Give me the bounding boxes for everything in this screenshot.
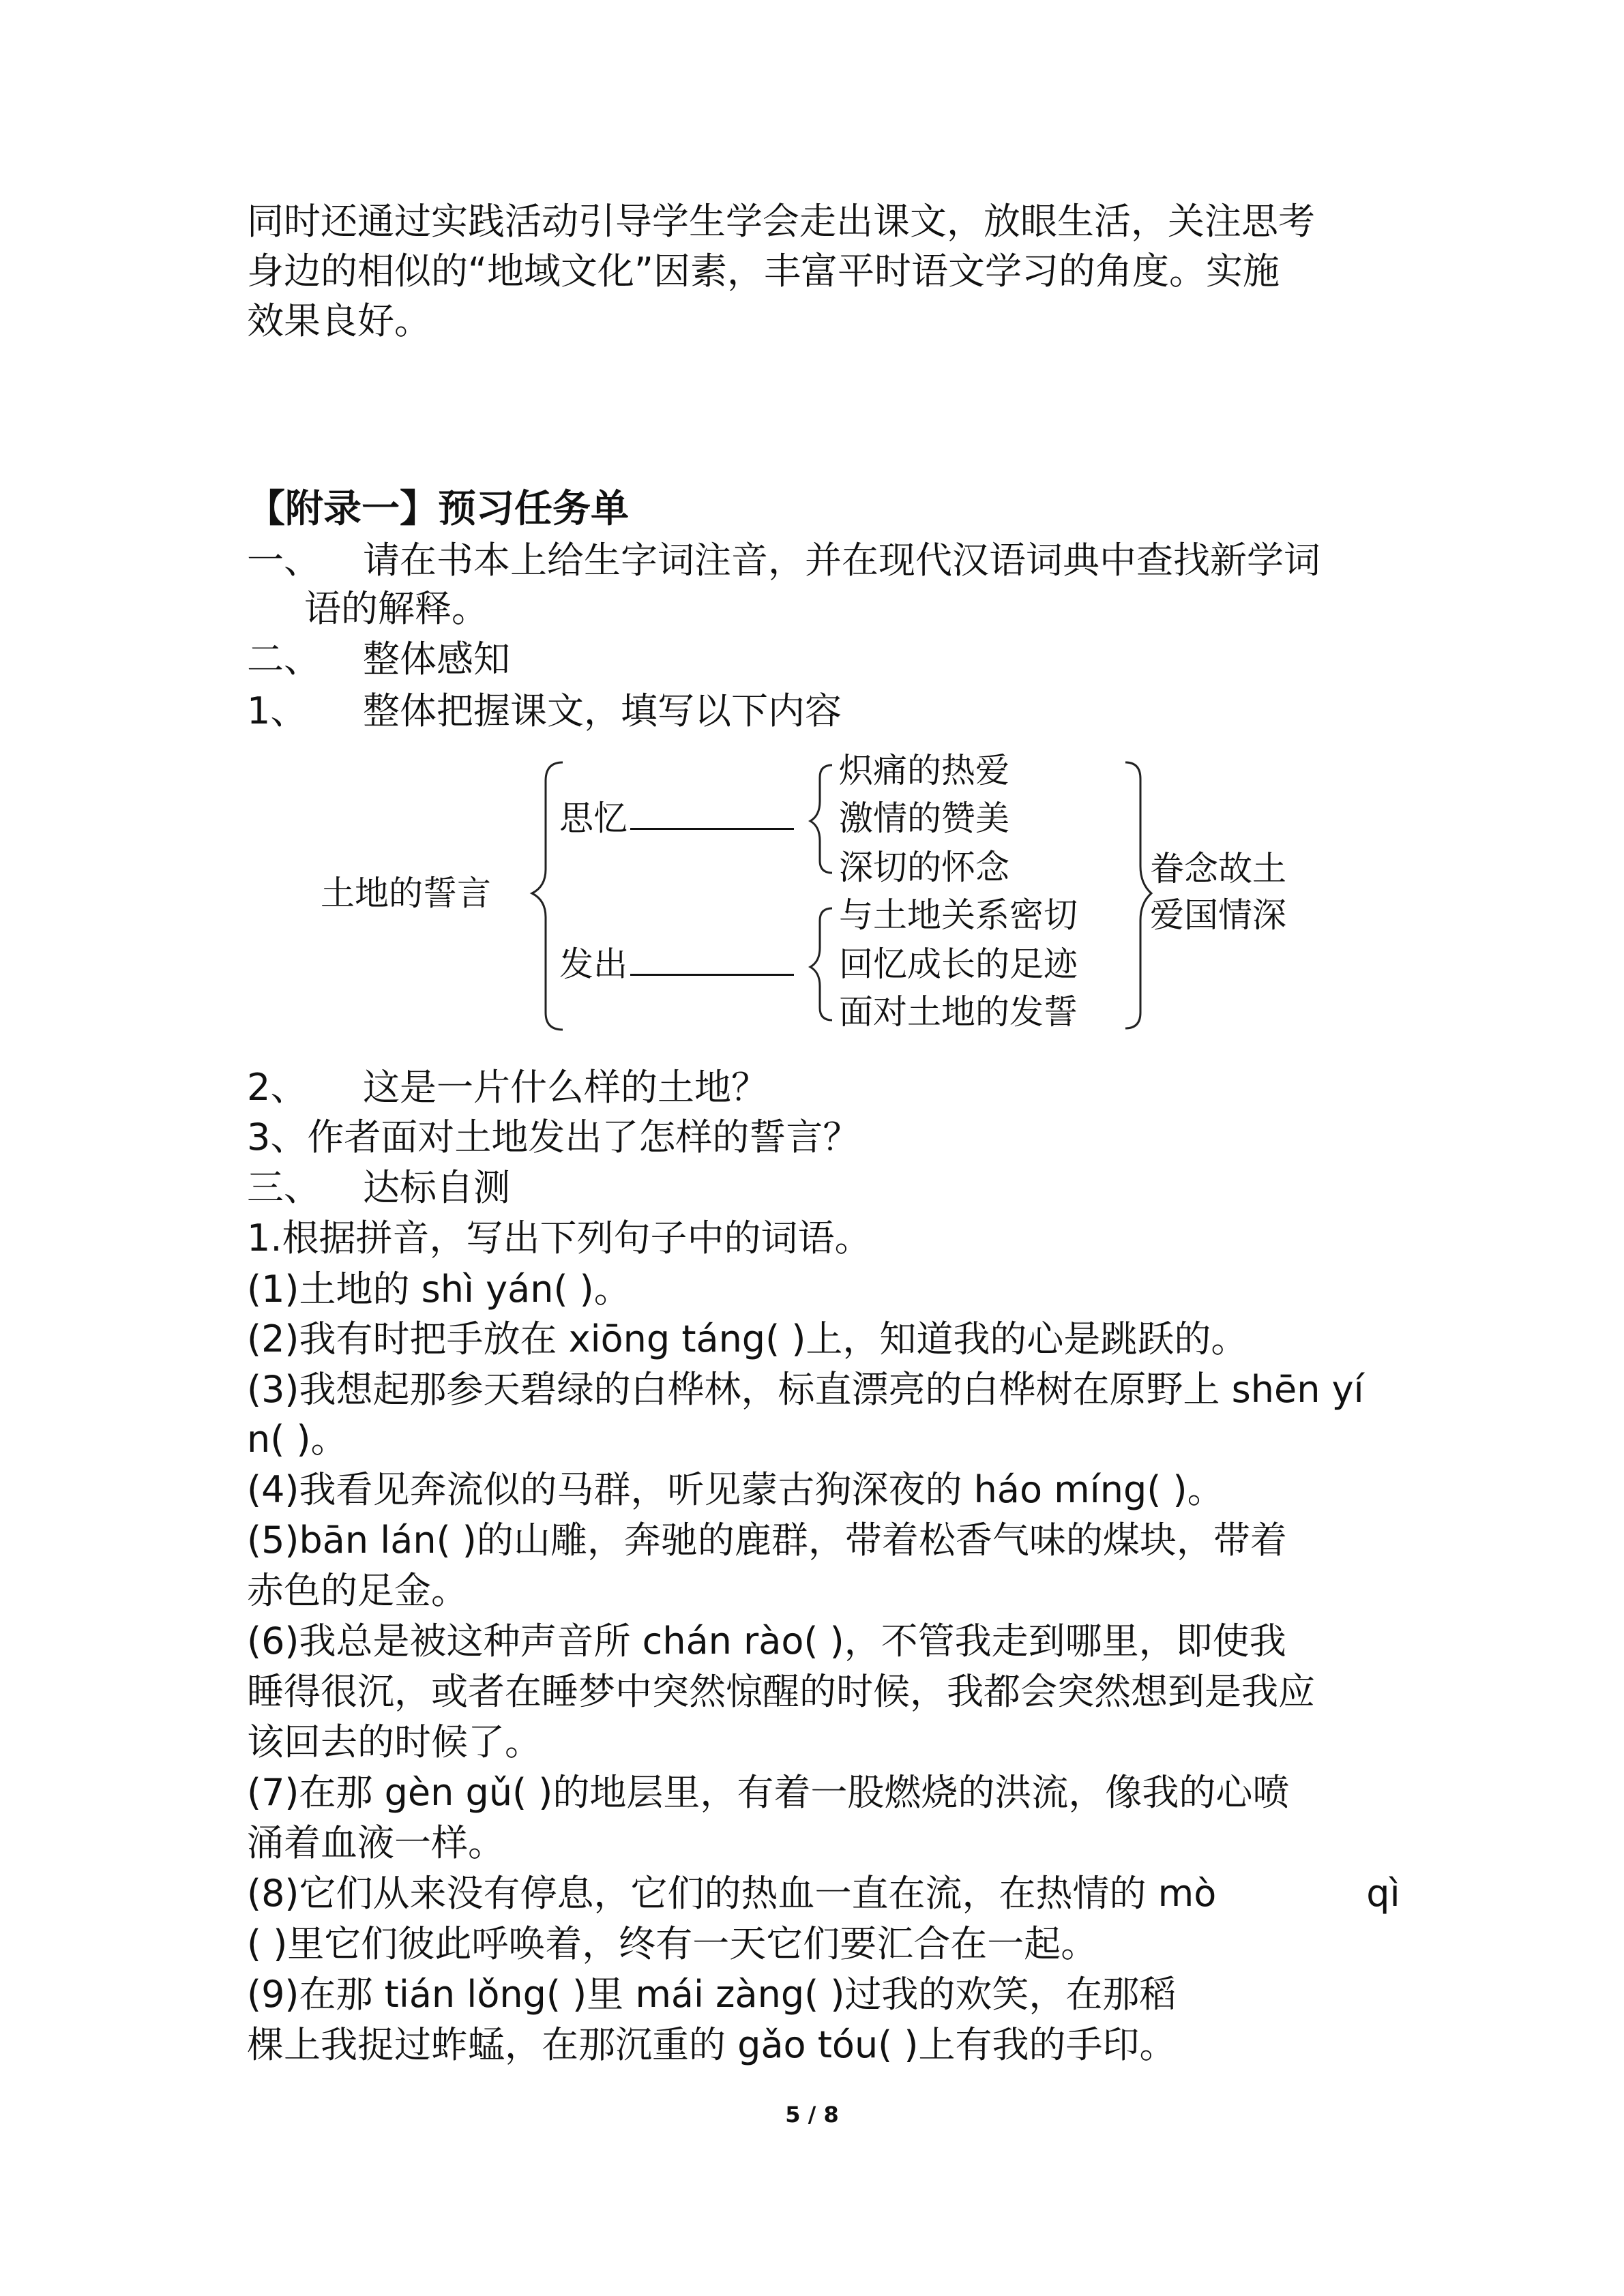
section-3-number: 三、: [247, 1166, 321, 1209]
conclusion-brace: [1125, 762, 1151, 1028]
sentence-5-line-2: 赤色的足金。: [247, 1569, 468, 1612]
sentence-3-line-2: n( )。: [247, 1418, 348, 1461]
mindmap: [300, 750, 1337, 1037]
item-1: [247, 687, 842, 736]
section-2-text: 整体感知: [363, 638, 510, 681]
mindmap-branch-1: [559, 796, 794, 840]
branch-2-brace: [810, 908, 832, 1020]
mindmap-conclusion-2: 爱国情深: [1150, 895, 1286, 935]
sentence-3-line-1: (3)我想起那参天碧绿的白桦林，标直漂亮的白桦树在原野上 shēn yí: [247, 1368, 1364, 1411]
mindmap-branch-2-blank: [630, 944, 794, 976]
sentence-5-line-1: (5)bān lán( )的山雕，奔驰的鹿群，带着松香气味的煤块，带着: [247, 1519, 1287, 1562]
item-2-text: 这是一片什么样的土地？: [363, 1066, 768, 1109]
mindmap-branch-2: [559, 942, 794, 986]
sentence-8-line-2: ( )里它们彼此呼唤着，终有一天它们要汇合在一起。: [247, 1922, 1098, 1965]
mindmap-leaf: 激情的赞美: [839, 799, 1009, 838]
page-number: 5 / 8: [785, 2102, 839, 2128]
branch-1-brace: [810, 765, 832, 873]
sentence-1: (1)土地的 shì yán( )。: [247, 1268, 631, 1311]
item-1-number: 1、: [247, 689, 308, 732]
section-2-number: 二、: [247, 638, 321, 681]
section-1-text: 请在书本上给生字词注音，并在现代汉语词典中查找新学词: [363, 539, 1320, 582]
section-1-number: 一、: [247, 539, 321, 582]
section-2: [247, 636, 510, 685]
sentence-6-line-1: (6)我总是被这种声音所 chán rào( )，不管我走到哪里，即使我: [247, 1620, 1286, 1663]
sentence-9-line-1: (9)在那 tián lǒng( )里 mái zàng( )过我的欢笑，在那稻: [247, 1973, 1177, 2016]
mindmap-branch-2-label: 发出: [559, 944, 628, 984]
item-3: 3、作者面对土地发出了怎样的誓言？: [247, 1116, 860, 1159]
mindmap-leaf: 炽痛的热爱: [839, 751, 1009, 790]
sentence-2: (2)我有时把手放在 xiōng táng( )上，知道我的心是跳跃的。: [247, 1317, 1248, 1360]
question-1: 1.根据拼音，写出下列句子中的词语。: [247, 1217, 872, 1259]
section-3: [247, 1164, 510, 1213]
mindmap-branch-1-label: 思忆: [559, 799, 628, 838]
section-1-continuation: 语的解释。: [304, 587, 488, 630]
sentence-7-line-2: 涌着血液一样。: [247, 1821, 505, 1864]
appendix-title: 【附录一】预习任务单: [247, 487, 629, 531]
sentence-6-line-3: 该回去的时候了。: [247, 1720, 542, 1763]
root-brace: [532, 762, 563, 1030]
mindmap-branch-1-blank: [630, 798, 794, 830]
mindmap-leaf: 回忆成长的足迹: [839, 944, 1078, 984]
intro-line-3: 效果良好。: [247, 299, 431, 342]
sentence-9-line-2: 棵上我捉过蚱蜢，在那沉重的 gǎo tóu( )上有我的手印。: [247, 2023, 1177, 2066]
mindmap-leaf: 深切的怀念: [839, 848, 1009, 887]
sentence-8-pinyin-tail: qì: [1366, 1872, 1400, 1915]
mindmap-leaf: 与土地关系密切: [839, 895, 1078, 935]
sentence-4: (4)我看见奔流似的马群，听见蒙古狗深夜的 háo míng( )。: [247, 1468, 1224, 1511]
sentence-8-line-1: [247, 1870, 1400, 1919]
item-1-text: 整体把握课文，填写以下内容: [363, 689, 842, 732]
sentence-8-text: (8)它们从来没有停息，它们的热血一直在流，在热情的 mò: [247, 1872, 1217, 1915]
item-2: [247, 1064, 768, 1113]
item-2-number: 2、: [247, 1066, 308, 1109]
mindmap-conclusion-1: 眷念故土: [1150, 849, 1286, 889]
intro-line-1: 同时还通过实践活动引导学生学会走出课文，放眼生活，关注思考: [247, 200, 1315, 243]
sentence-6-line-2: 睡得很沉，或者在睡梦中突然惊醒的时候，我都会突然想到是我应: [247, 1670, 1315, 1713]
intro-line-2: 身边的相似的“地域文化”因素，丰富平时语文学习的角度。实施: [247, 250, 1280, 293]
mindmap-root: 土地的誓言: [321, 874, 491, 913]
section-1: [247, 537, 1320, 586]
section-3-text: 达标自测: [363, 1166, 510, 1209]
sentence-7-line-1: (7)在那 gèn gǔ( )的地层里，有着一股燃烧的洪流，像我的心喷: [247, 1771, 1290, 1814]
mindmap-leaf: 面对土地的发誓: [839, 992, 1078, 1032]
